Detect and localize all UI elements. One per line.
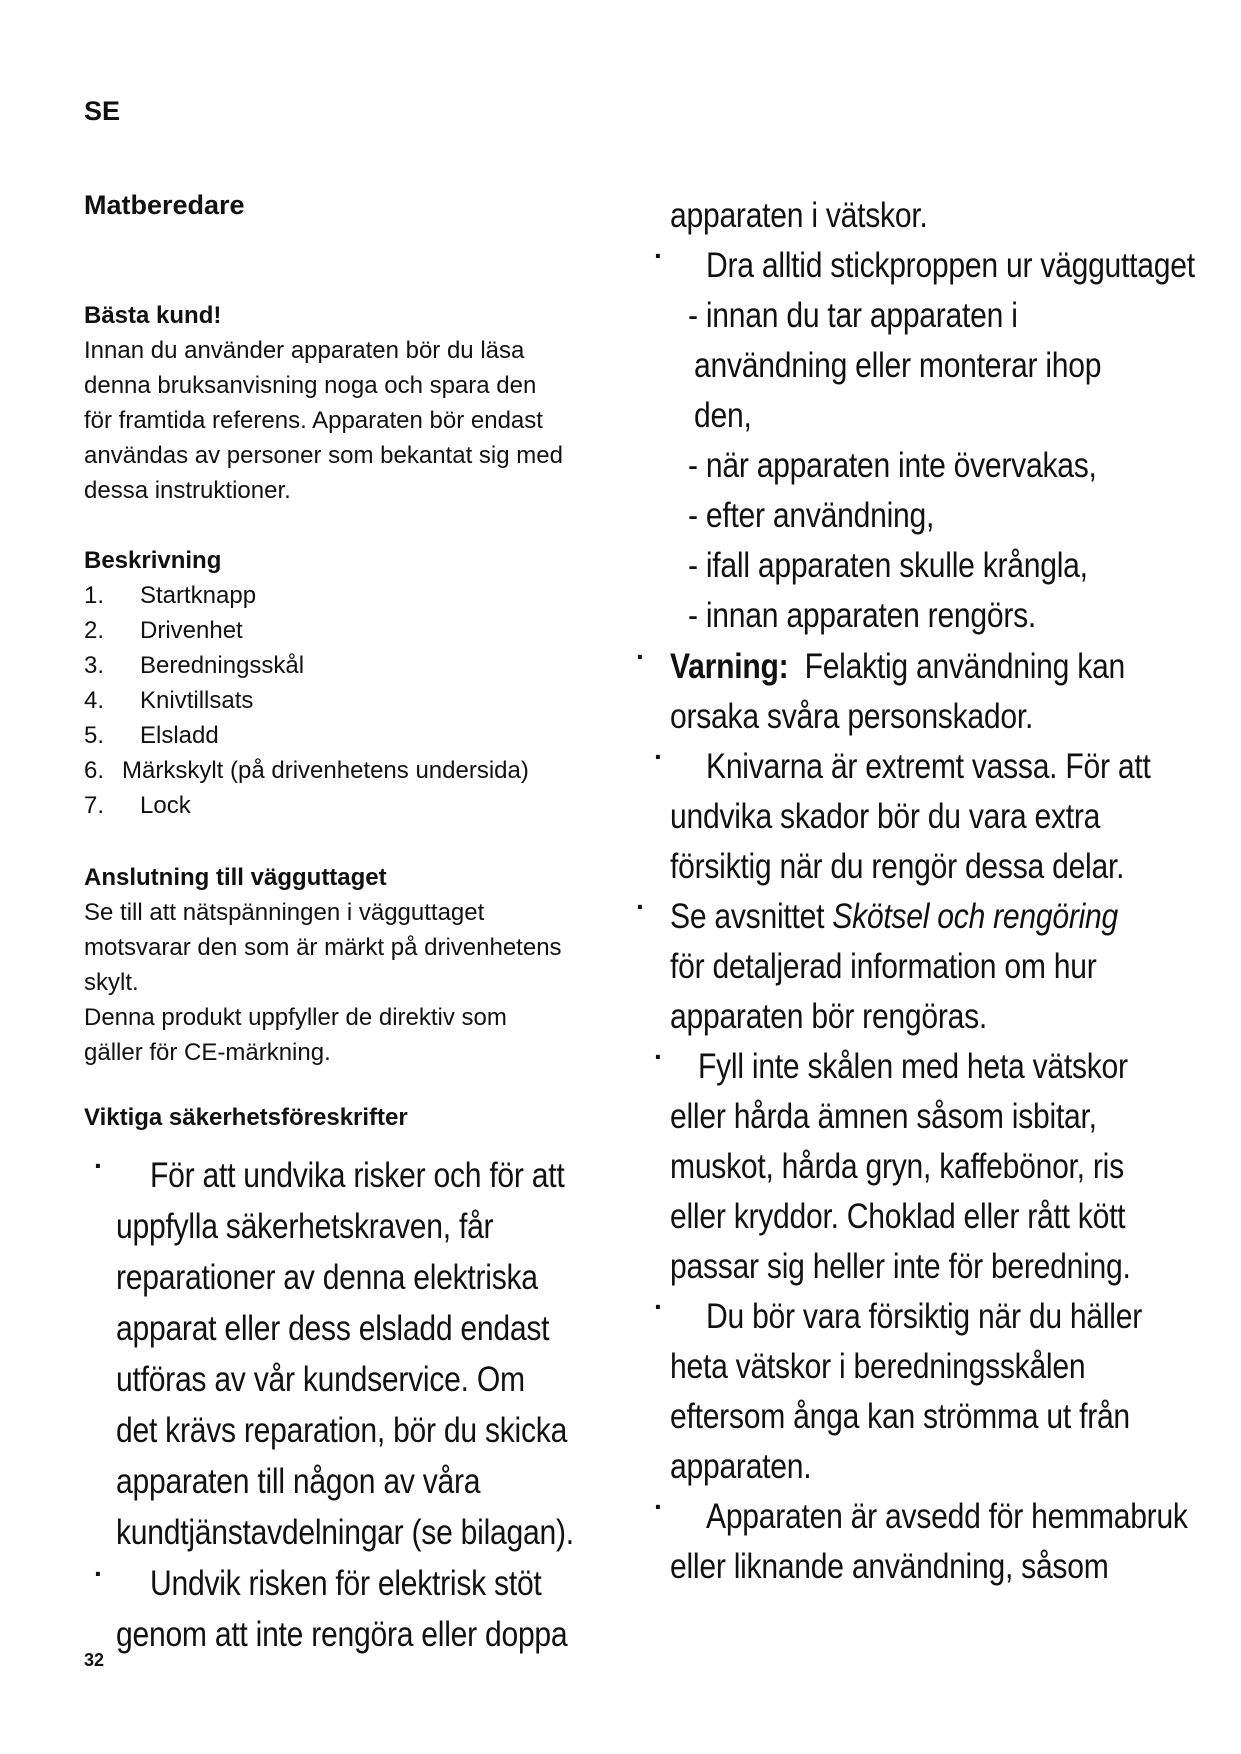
- intro-section: [84, 298, 644, 508]
- safety-line: muskot, hårda gryn, kaffebönor, ris: [670, 1147, 1124, 1186]
- safety-line: apparaten till någon av våra: [116, 1462, 481, 1501]
- list-item: [84, 683, 644, 718]
- safety-line: eller kryddor. Choklad eller rått kött: [670, 1197, 1126, 1236]
- see-section-text: Se avsnittet: [670, 897, 825, 936]
- parts-list: [84, 578, 644, 823]
- warning-line: [670, 641, 1125, 692]
- connection-section: [84, 860, 644, 1070]
- safety-line: Apparaten är avsedd för hemmabruk: [706, 1497, 1188, 1536]
- bullet-icon: ·: [654, 1291, 664, 1322]
- intro-line: Innan du använder apparaten bör du läsa: [84, 337, 525, 364]
- safety-line: undvika skador bör du vara extra: [670, 797, 1101, 836]
- safety-line: för detaljerad information om hur: [670, 947, 1097, 986]
- item-number: 6.: [84, 757, 105, 784]
- intro-line: för framtida referens. Apparaten bör endast: [84, 407, 543, 434]
- connection-line: skylt.: [84, 969, 139, 996]
- safety-line: utföras av vår kundservice. Om: [116, 1360, 525, 1399]
- safety-line: Fyll inte skålen med heta vätskor: [698, 1047, 1128, 1086]
- safety-line: uppfylla säkerhetskraven, får: [116, 1207, 494, 1246]
- safety-line: orsaka svåra personskador.: [670, 697, 1034, 736]
- safety-line: Dra alltid stickproppen ur vägguttaget: [706, 246, 1195, 285]
- bullet-icon: ·: [94, 1558, 104, 1589]
- bullet-icon: ·: [636, 641, 646, 672]
- safety-line: det krävs reparation, bör du skicka: [116, 1411, 568, 1450]
- safety-line: Knivarna är extremt vassa. För att: [706, 747, 1151, 786]
- safety-line: eller hårda ämnen såsom isbitar,: [670, 1097, 1097, 1136]
- connection-line: Denna produkt uppfyller de direktiv som: [84, 1004, 507, 1031]
- item-label: Startknapp: [140, 582, 257, 609]
- list-item: [84, 648, 644, 683]
- item-label: Knivtillsats: [140, 687, 254, 714]
- safety-line: - när apparaten inte övervakas,: [688, 446, 1097, 485]
- item-number: 7.: [84, 792, 105, 819]
- safety-line: eller liknande användning, såsom: [670, 1547, 1109, 1586]
- item-number: 3.: [84, 652, 105, 679]
- safety-line: Du bör vara försiktig när du häller: [706, 1297, 1142, 1336]
- description-section: [84, 543, 644, 823]
- safety-line: genom att inte rengöra eller doppa: [116, 1615, 568, 1654]
- safety-line: apparat eller dess elsladd endast: [116, 1309, 550, 1348]
- language-code: SE: [84, 96, 121, 126]
- item-number: 2.: [84, 617, 105, 644]
- safety-line: [670, 891, 1118, 942]
- bullet-icon: ·: [94, 1150, 104, 1181]
- safety-line: - ifall apparaten skulle krångla,: [688, 546, 1088, 585]
- safety-line: passar sig heller inte för beredning.: [670, 1247, 1131, 1286]
- intro-line: denna bruksanvisning noga och spara den: [84, 372, 537, 399]
- item-label: Drivenhet: [140, 617, 243, 644]
- safety-line: den,: [694, 396, 752, 435]
- safety-line: försiktig när du rengör dessa delar.: [670, 847, 1125, 886]
- connection-heading: Anslutning till vägguttaget: [84, 864, 387, 891]
- safety-line: apparaten.: [670, 1447, 812, 1486]
- item-label: Elsladd: [140, 722, 219, 749]
- safety-line: apparaten bör rengöras.: [670, 997, 988, 1036]
- connection-line: gäller för CE-märkning.: [84, 1039, 331, 1066]
- safety-line: - innan du tar apparaten i: [688, 296, 1018, 335]
- item-number: 4.: [84, 687, 105, 714]
- intro-line: användas av personer som bekantat sig med: [84, 442, 563, 469]
- list-item: [84, 718, 644, 753]
- safety-line: reparationer av denna elektriska: [116, 1258, 538, 1297]
- safety-line: heta vätskor i beredningsskålen: [670, 1347, 1086, 1386]
- page-title: Matberedare: [84, 190, 245, 220]
- list-item: [84, 753, 644, 788]
- list-item: [84, 578, 644, 613]
- bullet-icon: ·: [654, 1491, 664, 1522]
- safety-line: kundtjänstavdelningar (se bilagan).: [116, 1513, 574, 1552]
- description-heading: Beskrivning: [84, 547, 222, 574]
- intro-heading: Bästa kund!: [84, 302, 222, 329]
- safety-line: användning eller monterar ihop: [694, 346, 1102, 385]
- connection-line: motsvarar den som är märkt på drivenhetens: [84, 934, 562, 961]
- safety-line: Undvik risken för elektrisk stöt: [150, 1564, 542, 1603]
- intro-line: dessa instruktioner.: [84, 477, 291, 504]
- safety-line: - efter användning,: [688, 496, 935, 535]
- warning-text: Felaktig användning kan: [804, 647, 1125, 686]
- page-number: 32: [84, 1650, 105, 1670]
- item-label: Lock: [140, 792, 191, 819]
- item-number: 1.: [84, 582, 105, 609]
- safety-heading: Viktiga säkerhetsföreskrifter: [84, 1104, 408, 1131]
- safety-line: För att undvika risker och för att: [150, 1156, 565, 1195]
- list-item: [84, 613, 644, 648]
- item-label: Märkskylt (på drivenhetens undersida): [122, 757, 529, 784]
- safety-line: - innan apparaten rengörs.: [688, 596, 1037, 635]
- item-label: Beredningsskål: [140, 652, 305, 679]
- list-item: [84, 788, 644, 823]
- bullet-icon: ·: [654, 741, 664, 772]
- warning-label: Varning:: [670, 647, 789, 686]
- connection-line: Se till att nätspänningen i vägguttaget: [84, 899, 485, 926]
- safety-line: apparaten i vätskor.: [670, 196, 928, 235]
- bullet-icon: ·: [654, 240, 664, 271]
- bullet-icon: ·: [654, 1041, 664, 1072]
- item-number: 5.: [84, 722, 105, 749]
- section-reference: Skötsel och rengöring: [832, 897, 1119, 936]
- bullet-icon: ·: [636, 891, 646, 922]
- safety-line: eftersom ånga kan strömma ut från: [670, 1397, 1130, 1436]
